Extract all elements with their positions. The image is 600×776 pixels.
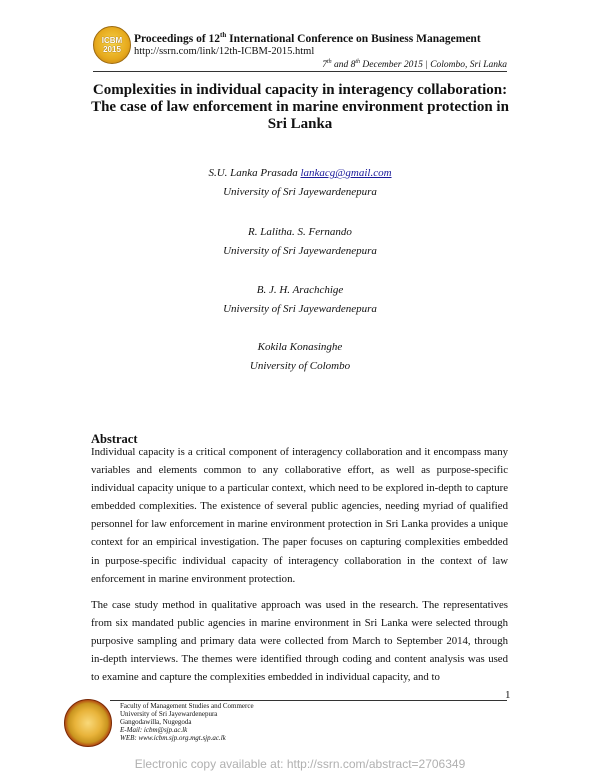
- author-3-affiliation: University of Sri Jayewardenepura: [223, 303, 377, 315]
- paper-title: Complexities in individual capacity in interagency collaboration: The case of law enforcement in marine environment protection in Sri Lanka: [91, 82, 509, 132]
- proceedings-title: Proceedings of 12th International Conference on Business Management: [134, 31, 481, 45]
- header-divider: [93, 71, 507, 72]
- author-email-link[interactable]: lankacg@gmail.com: [300, 167, 392, 179]
- conference-date: 7th and 8th December 2015 | Colombo, Sri Lanka: [322, 59, 507, 71]
- footer-web[interactable]: WEB: www.icbm.sjp.org.mgt.sjp.ac.lk: [120, 734, 226, 742]
- footer-address: Gangodawilla, Nugegoda: [120, 718, 192, 726]
- logo-text: ICBM 2015: [101, 36, 123, 54]
- footer-university: University of Sri Jayewardenepura: [120, 710, 218, 718]
- author-4: Kokila Konasinghe: [257, 341, 343, 353]
- footer-faculty: Faculty of Management Studies and Commerce: [120, 702, 254, 710]
- author-4-affiliation: University of Colombo: [249, 360, 351, 372]
- footer-divider: [110, 700, 507, 701]
- footer-email[interactable]: E-Mail: icbm@sjp.ac.lk: [120, 726, 188, 734]
- university-seal-icon: [64, 699, 112, 747]
- author-1: S.U. Lanka Prasada lankacg@gmail.com: [208, 167, 392, 179]
- author-1-affiliation: University of Sri Jayewardenepura: [223, 186, 377, 198]
- author-3: B. J. H. Arachchige: [256, 284, 344, 296]
- abstract-paragraph-2: The case study method in qualitative approach was used in the research. The representatives from six mandated public agencies in marine environment in Sri Lanka were selected through purposive sampling and primary data were collected from March to September 2014, through in-depth interviews. The themes were identified through coding and content analysis was used to examine and capture the complexities embedded in individual capacity, and to: [91, 599, 508, 684]
- ssrn-watermark[interactable]: Electronic copy available at: http://ssrn.com/abstract=2706349: [134, 757, 466, 771]
- author-2: R. Lalitha. S. Fernando: [248, 226, 352, 238]
- page-number: 1: [505, 689, 511, 701]
- conference-logo: [93, 26, 131, 64]
- abstract-paragraph-1: Individual capacity is a critical component of interagency collaboration and it encompass many variables and elements common to any collaborative effort, as well as purpose-specific individual capacity unique to a particular context, which need to be explored in-depth to capture embedded complexities. The existence of several public agencies, needing myriad of qualified personnel for law enforcement in marine environment protection in Sri Lanka provides a unique context for an empirical investigation. The paper focuses on capturing complexities embedded in purpose-specific individual capacity of interagency collaboration in the context of law enforcement in marine environment protection.: [91, 446, 508, 585]
- abstract-heading: Abstract: [91, 432, 138, 446]
- proceedings-url[interactable]: http://ssrn.com/link/12th-ICBM-2015.html: [134, 46, 315, 57]
- author-2-affiliation: University of Sri Jayewardenepura: [223, 245, 377, 257]
